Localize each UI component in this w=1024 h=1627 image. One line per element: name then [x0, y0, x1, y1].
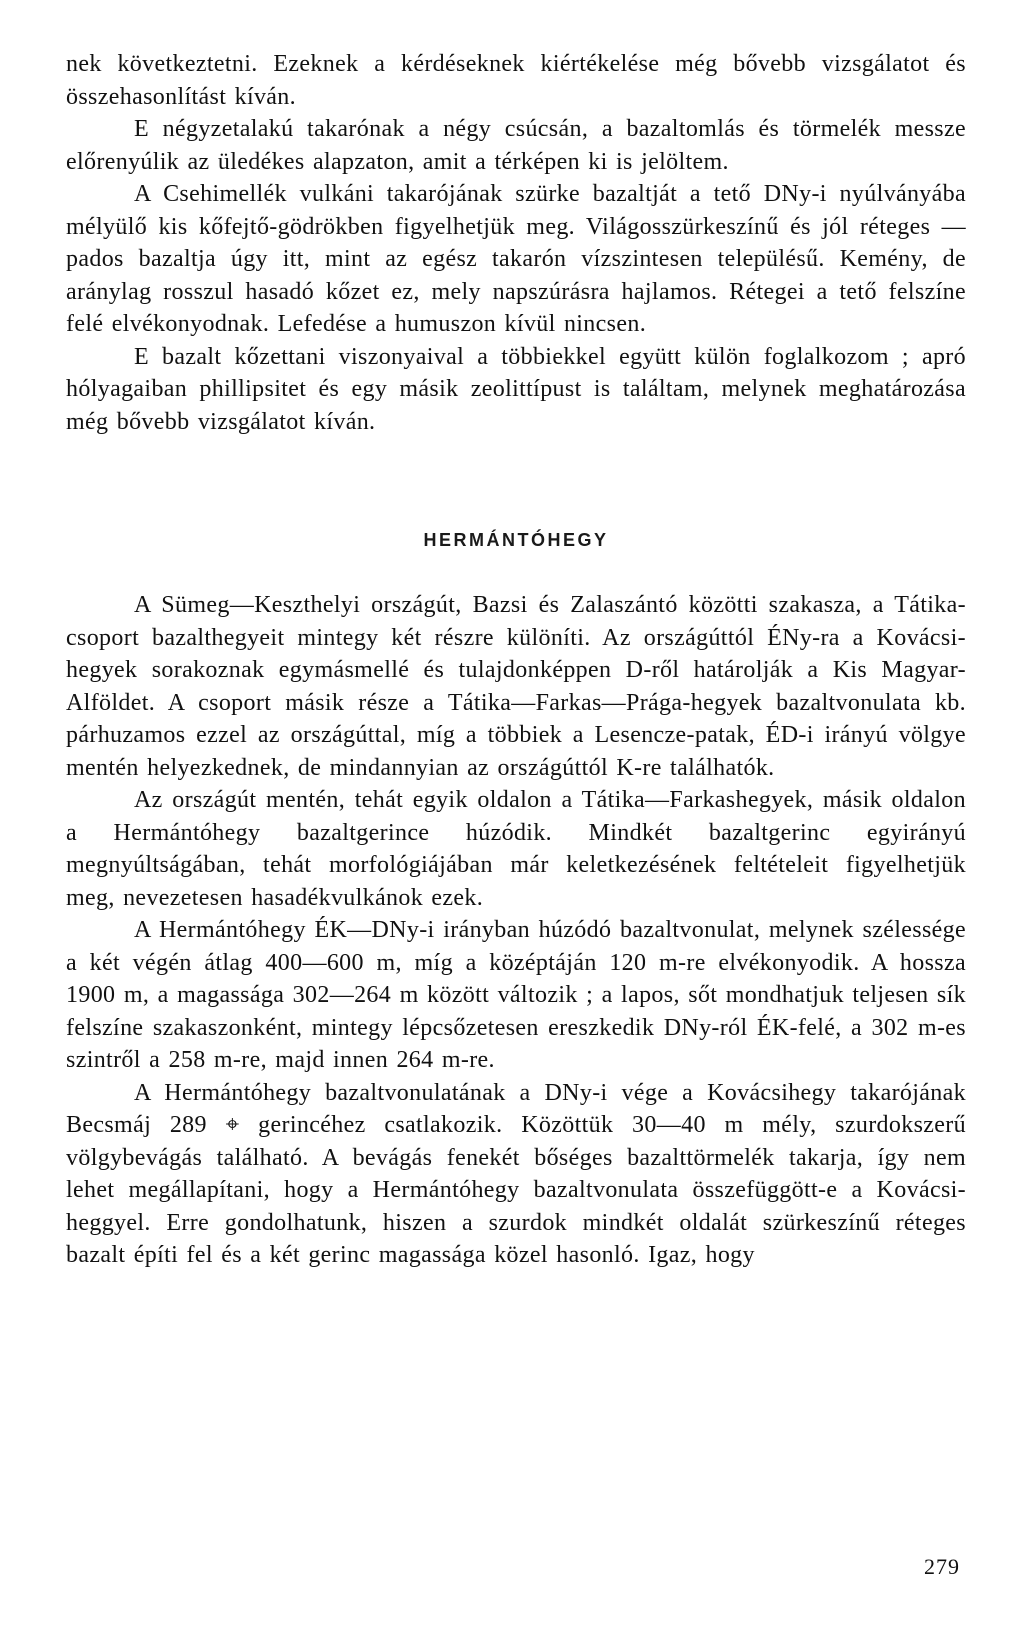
book-page [66, 48, 966, 1272]
paragraph-kovacsihegy: A Hermántóhegy bazaltvonulatának a DNy-i vége a Kovácsihegy takarójának Becsmáj 289 ⌖ gerincéhez csatlakozik. Közöttük 30—40 m mély, szurdokszerű völgybevágás található. A bevágás fenekét bőséges bazalttörmelék takarja, így nem lehet megállapítani, hogy a Hermántóhegy bazaltvonulata összefüggött-e a Kovácsi-heggyel. Erre gondolhatunk, hiszen a szurdok mindkét oldalát szürkeszínű réteges bazalt építi fel és a két gerinc magassága közel hasonló. Igaz, hogy [66, 1079, 966, 1268]
paragraph-orszagut: A Sümeg—Keszthelyi országút, Bazsi és Zalaszántó közötti szakasza, a Tátika-csoport bazalthegyeit mintegy két részre különíti. Az országúttól ÉNy-ra a Kovácsi-hegyek sorakoznak egymásmellé és tulajdonképpen D-ről határolják a Kis Magyar-Alföldet. A csoport másik része a Tátika—Farkas—Prága-hegyek bazaltvonulata kb. párhuzamos ezzel az országúttal, míg a többiek a Lesencze-patak, ÉD-i irányú völgye mentén helyezkednek, de mindannyian az országúttól K-re találhatók. [66, 592, 966, 781]
paragraph-takaro: E négyzetalakú takarónak a négy csúcsán, a bazaltomlás és törmelék messze előrenyúlik az üledékes alapzaton, amit a térképen ki is jelöltem. [66, 116, 966, 175]
paragraph-csehimellek: A Csehimellék vulkáni takarójának szürke bazaltját a tető DNy-i nyúlványába mélyülő kis kőfejtő-gödrökben figyelhetjük meg. Világosszürkeszínű és jól réteges — pados bazaltja úgy itt, mint az egész takarón vízszintesen településű. Kemény, de aránylag rosszul hasadó kőzet ez, mely napszúrásra hajlamos. Rétegei a tető felszíne felé elvékonyodnak. Lefedése a humuszon kívül nincsen. [66, 181, 966, 337]
section-heading: HERMÁNTÓHEGY [423, 530, 609, 550]
paragraph-bazaltgerinc: Az országút mentén, tehát egyik oldalon a Tátika—Farkashegyek, másik oldalon a Hermántóhegy bazaltgerince húzódik. Mindkét bazaltgerinc egyirányú megnyúltságában, tehát morfológiájában már keletkezésének feltételeit figyelhetjük meg, nevezetesen hasadékvulkánok ezek. [66, 787, 966, 911]
page-number: 279 [924, 1554, 960, 1579]
paragraph-bazalt-koezettan: E bazalt kőzettani viszonyaival a többiekkel együtt külön foglalkozom ; apró hólyagaiban phillipsitet és egy másik zeolittípust is találtam, melynek meghatározása még bővebb vizsgálatot kíván. [66, 343, 966, 435]
paragraph-hermantohegy-vonulat: A Hermántóhegy ÉK—DNy-i irányban húzódó bazaltvonulat, melynek szélessége a két végén átlag 400—600 m, míg a középtáján 120 m-re elvékonyodik. A hossza 1900 m, a magassága 302—264 m között változik ; a lapos, sőt mondhatjuk teljesen sík felszíne szakaszonként, mintegy lépcsőzetesen ereszkedik DNy-ról ÉK-felé, a 302 m-es szintről a 258 m-re, majd innen 264 m-re. [66, 917, 966, 1073]
paragraph-continuation: nek következtetni. Ezeknek a kérdéseknek kiértékelése még bővebb vizsgálatot és összehasonlítást kíván. [66, 51, 966, 110]
